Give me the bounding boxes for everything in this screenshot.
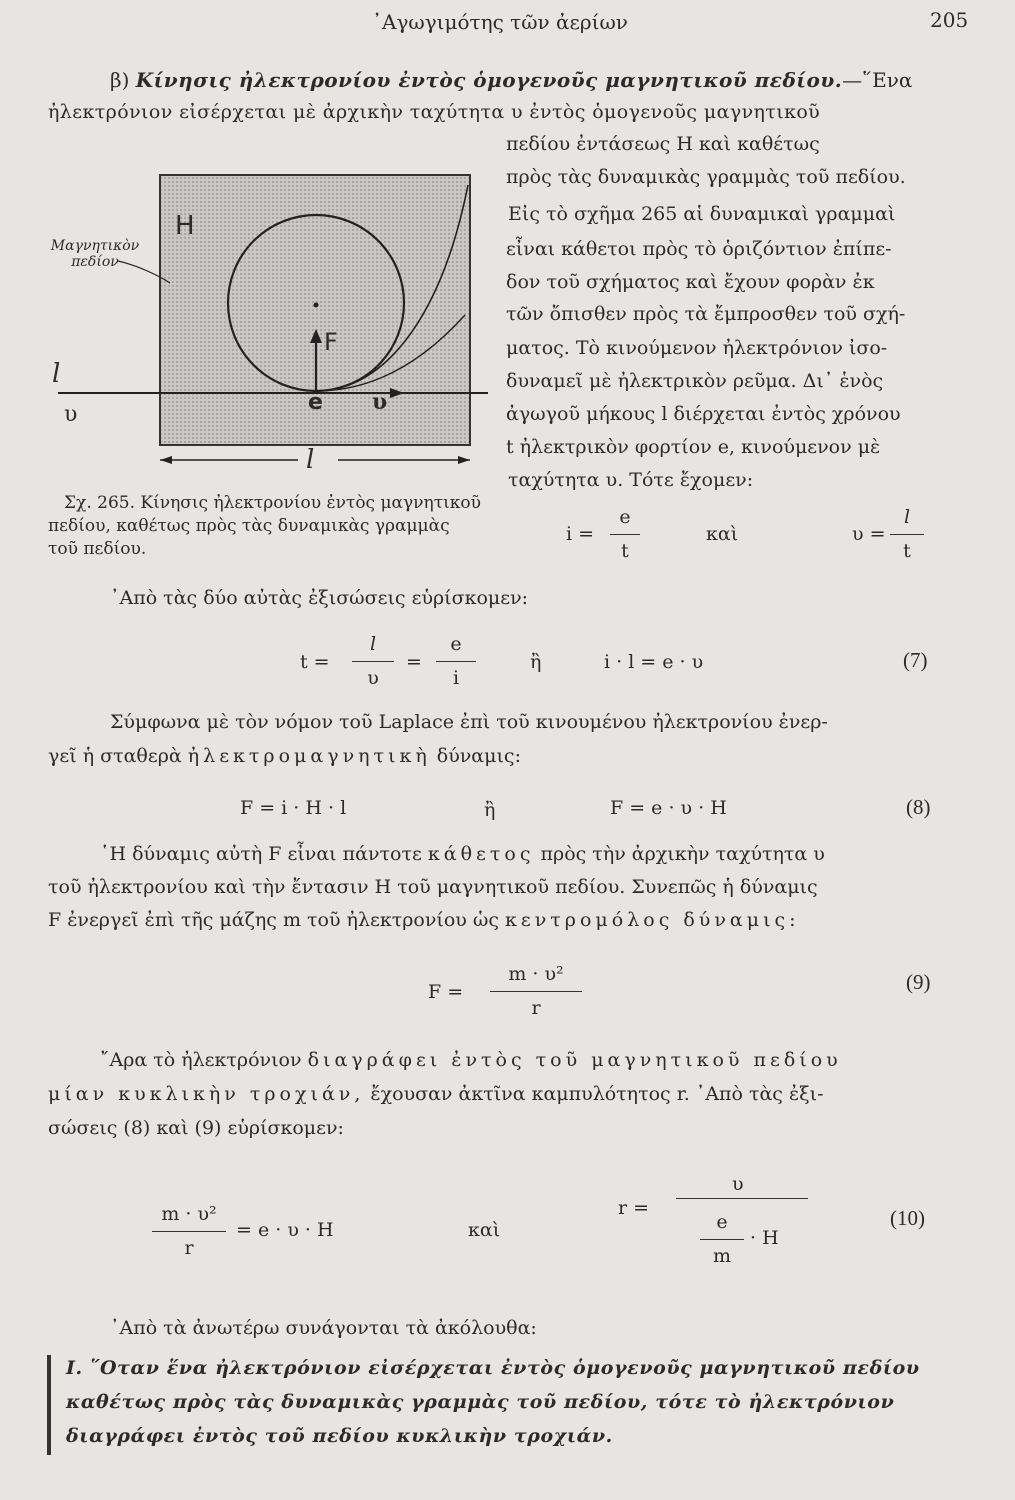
figure-caption: Σχ. 265. Κίνησις ἠλεκτρονίου ἐντὸς μαγνητικοῦ πεδίου, καθέτως πρὸς τὰς δυναμικὰς γραμμὰς τοῦ πεδίου.	[48, 493, 481, 559]
intro-line-7: τῶν ὄπισθεν πρὸς τὰ ἔμπροσθεν τοῦ σχή-	[506, 303, 906, 325]
eq7-lhs: t =	[300, 651, 330, 673]
force-line-1c: πρὸς τὴν ἀρχικὴν ταχύτητα υ	[540, 843, 825, 865]
eq10-main-bar	[676, 1198, 808, 1199]
intro-line-5: εἶναι κάθετοι πρὸς τὸ ὁριζόντιον ἐπίπε-	[506, 238, 892, 260]
eq7-rhs: i · l = e · υ	[604, 651, 704, 673]
text-follow: ᾿Απὸ τὰ ἀνωτέρω συνάγονται τὰ ἀκόλουθα:	[110, 1317, 537, 1339]
intro-line-9: δυναμεῖ μὲ ἠλεκτρικὸν ρεῦμα. Δι᾿ ἑνὸς	[506, 370, 884, 392]
intro-line-12: ταχύτητα υ. Τότε ἔχομεν:	[508, 469, 754, 491]
eq10-top: υ	[732, 1173, 744, 1195]
force-line-1	[100, 840, 825, 869]
eq10-lhs2: r =	[618, 1197, 650, 1219]
eq10-den: r	[184, 1237, 194, 1259]
eq-current-den: t	[621, 540, 629, 562]
force-line-3b: κεντρομόλος δύναμις:	[505, 909, 800, 931]
eq7-num1: l	[369, 633, 377, 655]
conclusion-line-1	[66, 1354, 920, 1383]
intro-line-1: ἠλεκτρόνιον εἰσέρχεται μὲ ἀρχικὴν ταχύτητα υ ἐντὸς ὁμογενοῦς μαγνητικοῦ	[48, 101, 821, 123]
intro-line-11: t ἠλεκτρικὸν φορτίον e, κινούμενον μὲ	[506, 436, 881, 458]
intro-line-3: πρὸς τὰς δυναμικὰς γραμμὰς τοῦ πεδίου.	[506, 166, 906, 188]
section-title: Κίνησις ἠλεκτρονίου ἐντὸς ὁμογενοῦς μαγνητικοῦ πεδίου.	[135, 68, 843, 92]
circle-line-1	[100, 1046, 842, 1075]
eq10-conj: καὶ	[468, 1219, 501, 1241]
l-label-left: l	[52, 359, 61, 389]
e-label: e	[308, 390, 323, 415]
page-number: 205	[930, 8, 969, 32]
force-line-2: τοῦ ἠλεκτρονίου καὶ τὴν ἔντασιν Η τοῦ μαγνητικοῦ πεδίου. Συνεπῶς ἡ δύναμις	[48, 876, 818, 898]
eq10-inner-fraction	[700, 1208, 744, 1271]
eq-velocity-fraction	[890, 503, 924, 566]
eq9-label: (9)	[906, 970, 931, 994]
laplace-line-2	[48, 742, 521, 771]
intro-line-4: Εἰς τὸ σχῆμα 265 αἱ δυναμικαὶ γραμμαὶ	[508, 203, 896, 225]
eq10-rhs: = e · υ · H	[236, 1219, 334, 1241]
section-heading	[110, 66, 912, 95]
eq10-inner-tail: · H	[750, 1227, 779, 1249]
eq-current-lhs: i =	[566, 523, 595, 545]
length-arrow-right-icon	[458, 456, 470, 464]
laplace-line-2a: γεῖ ἡ σταθερὰ	[48, 745, 182, 767]
force-line-3	[48, 906, 800, 935]
eq10-inner-den: m	[712, 1245, 732, 1267]
text-two-equations: ᾿Απὸ τὰς δύο αὐτὰς ἐξισώσεις εὑρίσκομεν:	[110, 587, 529, 609]
eq10-inner-num: e	[716, 1211, 728, 1233]
eq8-or: ἢ	[484, 799, 496, 821]
f-label: F	[324, 328, 338, 356]
eq-velocity-lhs: υ =	[852, 523, 886, 545]
figure-265	[40, 165, 490, 475]
v-label-left: υ	[64, 402, 78, 427]
conclusion-rule	[47, 1355, 51, 1455]
eq-current-fraction	[610, 503, 640, 566]
eq7-den1: υ	[367, 667, 379, 689]
laplace-line-2b: ἠλεκτρομαγνητικὴ	[187, 745, 431, 767]
circle-line-3: σώσεις (8) καὶ (9) εὑρίσκομεν:	[48, 1117, 344, 1139]
eq-current-num: e	[619, 506, 631, 528]
eq9-num: m · υ²	[508, 963, 564, 985]
circle-line-2a: μίαν κυκλικὴν τροχιάν,	[48, 1083, 365, 1105]
eq-velocity-den: t	[903, 540, 911, 562]
circle-line-1a: ῎Αρα τὸ ἠλεκτρόνιον	[100, 1049, 302, 1071]
h-label: H	[175, 211, 195, 241]
conclusion-line-2: καθέτως πρὸς τὰς δυναμικὰς γραμμὰς τοῦ πεδίου, τότε τὸ ἠλεκτρόνιον	[66, 1391, 895, 1413]
conclusion-line-3: διαγράφει ἐντὸς τοῦ πεδίου κυκλικὴν τροχιάν.	[66, 1425, 613, 1447]
force-line-1b: κάθετος	[427, 843, 535, 865]
eq7-or: ἢ	[530, 651, 542, 673]
eq9-den: r	[531, 997, 541, 1019]
eq10-fraction-left	[152, 1200, 226, 1263]
eq8-label: (8)	[906, 795, 931, 819]
laplace-line-1: Σύμφωνα μὲ τὸν νόμον τοῦ Laplace ἐπὶ τοῦ κινουμένου ἠλεκτρονίου ἐνερ-	[110, 711, 828, 733]
section-lead: —῞Ενα	[842, 68, 913, 92]
intro-line-2: πεδίου ἐντάσεως Η καὶ καθέτως	[506, 133, 820, 155]
circle-line-2b: ἔχουσαν ἀκτῖνα καμπυλότητος r. ᾿Απὸ τὰς ἐξι-	[370, 1083, 824, 1105]
conclusion-marker: Ι.	[66, 1357, 83, 1379]
orbit-center-icon	[314, 303, 319, 308]
eq9-lhs: F =	[428, 981, 464, 1003]
intro-line-8: ματος. Τὸ κινούμενον ἠλεκτρόνιον ἰσο-	[506, 337, 888, 359]
eq8-rhs: F = e · υ · H	[610, 797, 727, 819]
running-header: ᾿Αγωγιμότης τῶν ἀερίων	[372, 10, 628, 34]
circle-line-1b: διαγράφει ἐντὸς τοῦ μαγνητικοῦ πεδίου	[307, 1049, 842, 1071]
force-line-1a: ῾Η δύναμις αὐτὴ F εἶναι πάντοτε	[100, 843, 422, 865]
eq7-label: (7)	[903, 648, 928, 672]
eq10-num: m · υ²	[161, 1203, 217, 1225]
section-marker: β)	[110, 68, 130, 92]
intro-line-10: ἀγωγοῦ μήκους l διέρχεται ἐντὸς χρόνου	[506, 403, 901, 425]
intro-line-6: δον τοῦ σχήματος καὶ ἔχουν φορὰν ἐκ	[506, 271, 875, 293]
v-label-right: υ	[372, 389, 388, 415]
eq7-den2: i	[452, 667, 460, 689]
conclusion-line-1-text: ῞Οταν ἕνα ἠλεκτρόνιον εἰσέρχεται ἐντὸς ὁμογενοῦς μαγνητικοῦ πεδίου	[89, 1357, 920, 1379]
eq7-fraction-2	[436, 630, 476, 693]
eq-velocity-num: l	[903, 506, 911, 528]
magnetic-field-label: Μαγνητικὸν πεδίον	[50, 238, 140, 270]
force-line-3a: F ἐνεργεῖ ἐπὶ τῆς μάζης m τοῦ ἠλεκτρονίου ὡς	[48, 909, 499, 931]
eq10-label: (10)	[890, 1206, 925, 1230]
eq9-fraction	[490, 960, 582, 1023]
eq7-fraction-1	[352, 630, 394, 693]
eq8-lhs: F = i · H · l	[240, 797, 347, 819]
length-arrow-left-icon	[160, 456, 172, 464]
laplace-line-2c: δύναμις:	[436, 745, 521, 767]
eq-current-conj: καὶ	[706, 523, 739, 545]
eq7-eq: =	[406, 651, 422, 673]
circle-line-2	[48, 1080, 824, 1109]
eq7-num2: e	[450, 633, 462, 655]
l-label-bottom: l	[306, 445, 315, 475]
